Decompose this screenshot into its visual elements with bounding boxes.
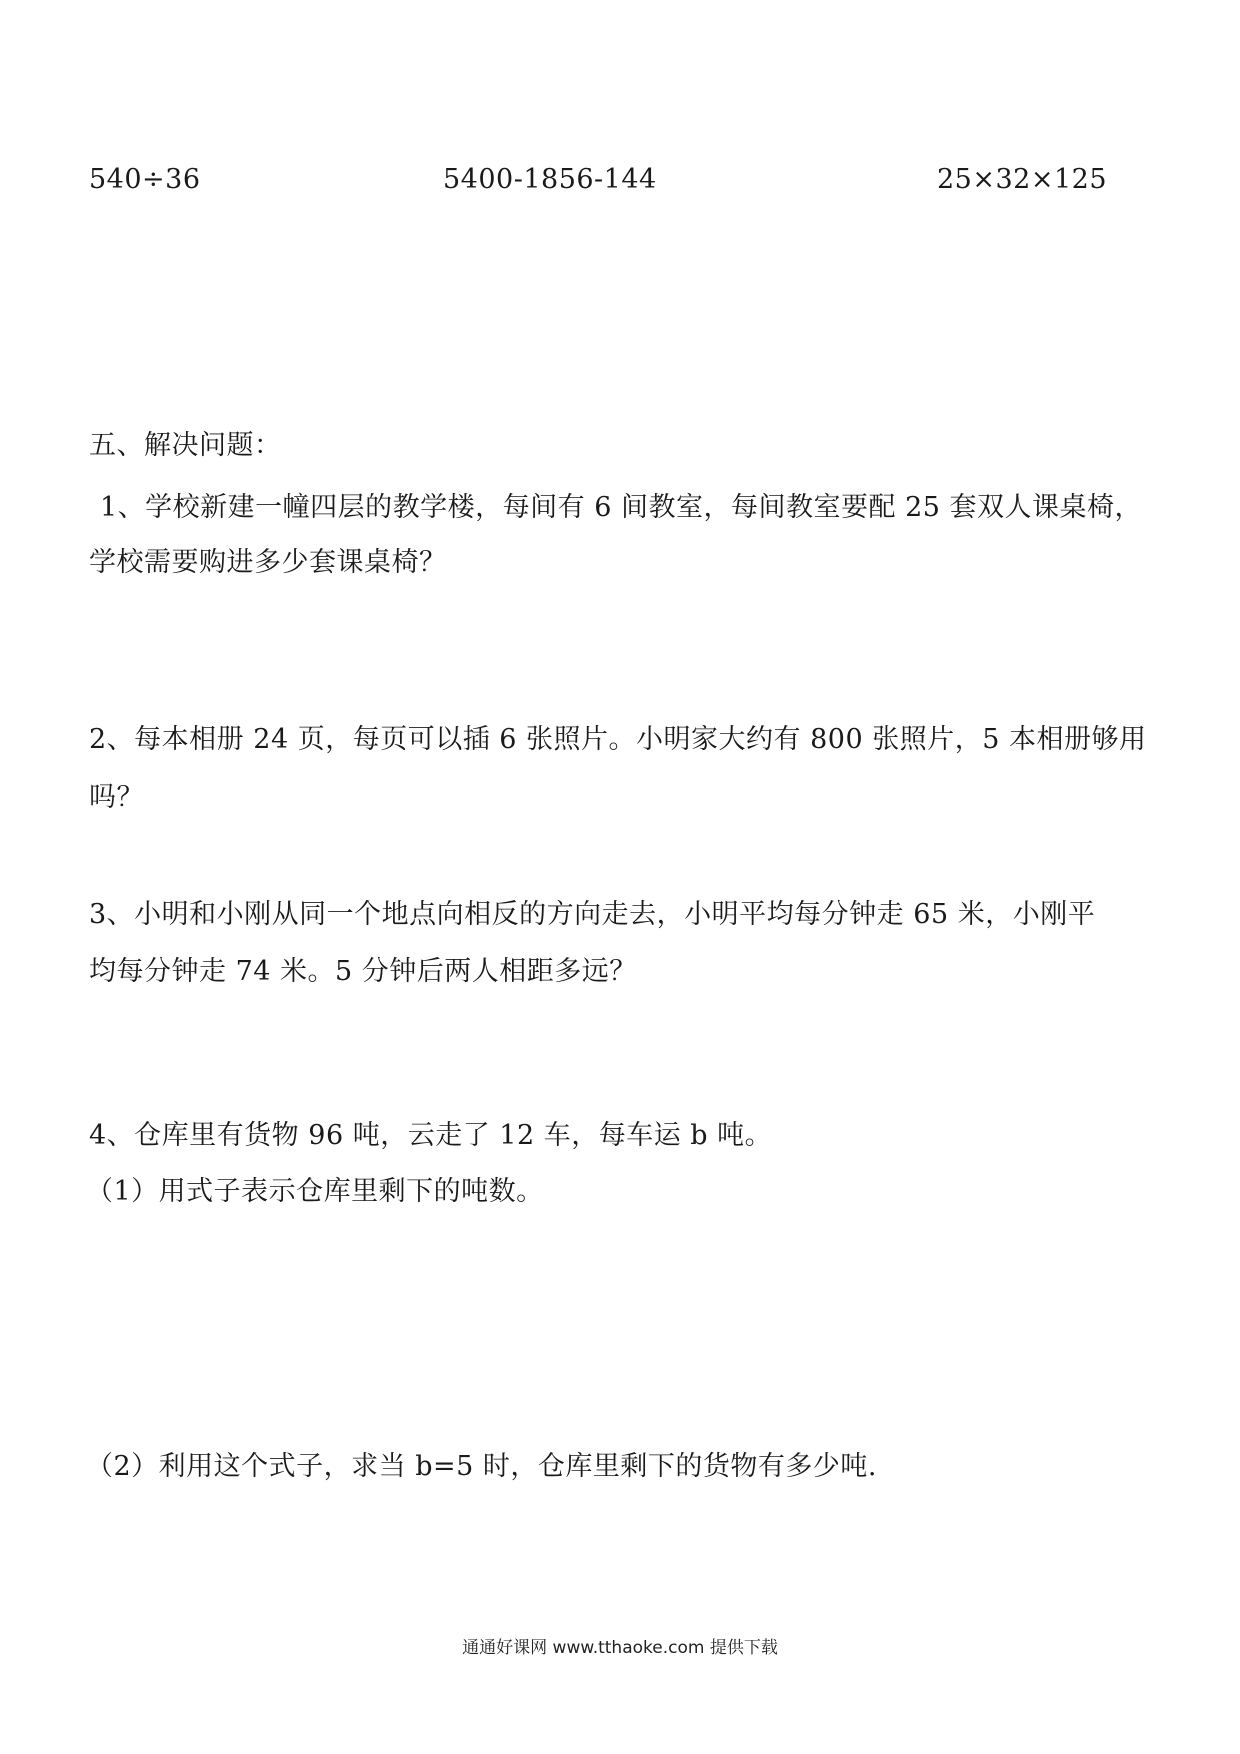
question-3-line-2: 均每分钟走 74 米。5 分钟后两人相距多远？ — [89, 956, 637, 987]
calc-expression-2: 5400-1856-144 — [443, 164, 657, 195]
question-4-part-2: （2）利用这个式子，求当 b=5 时，仓库里剩下的货物有多少吨. — [86, 1451, 878, 1482]
question-1-line-2: 学校需要购进多少套课桌椅？ — [89, 547, 447, 578]
question-4-part-1: （1）用式子表示仓库里剩下的吨数。 — [86, 1176, 544, 1207]
question-1-line-1: 1、学校新建一幢四层的教学楼，每间有 6 间教室，每间教室要配 25 套双人课桌椅， — [100, 492, 1143, 523]
question-2-line-1: 2、每本相册 24 页，每页可以插 6 张照片。小明家大约有 800 张照片，5 本相册够用 — [89, 724, 1147, 755]
calc-expression-1: 540÷36 — [89, 164, 201, 195]
question-2-line-2: 吗？ — [89, 782, 144, 813]
question-4-line-1: 4、仓库里有货物 96 吨，云走了 12 车，每车运 b 吨。 — [89, 1120, 773, 1151]
page-footer: 通通好课网 www.tthaoke.com 提供下载 — [462, 1638, 778, 1658]
section-heading: 五、解决问题： — [89, 430, 282, 461]
calc-expression-3: 25×32×125 — [937, 164, 1107, 195]
question-3-line-1: 3、小明和小刚从同一个地点向相反的方向走去，小明平均每分钟走 65 米，小刚平 — [89, 899, 1096, 930]
